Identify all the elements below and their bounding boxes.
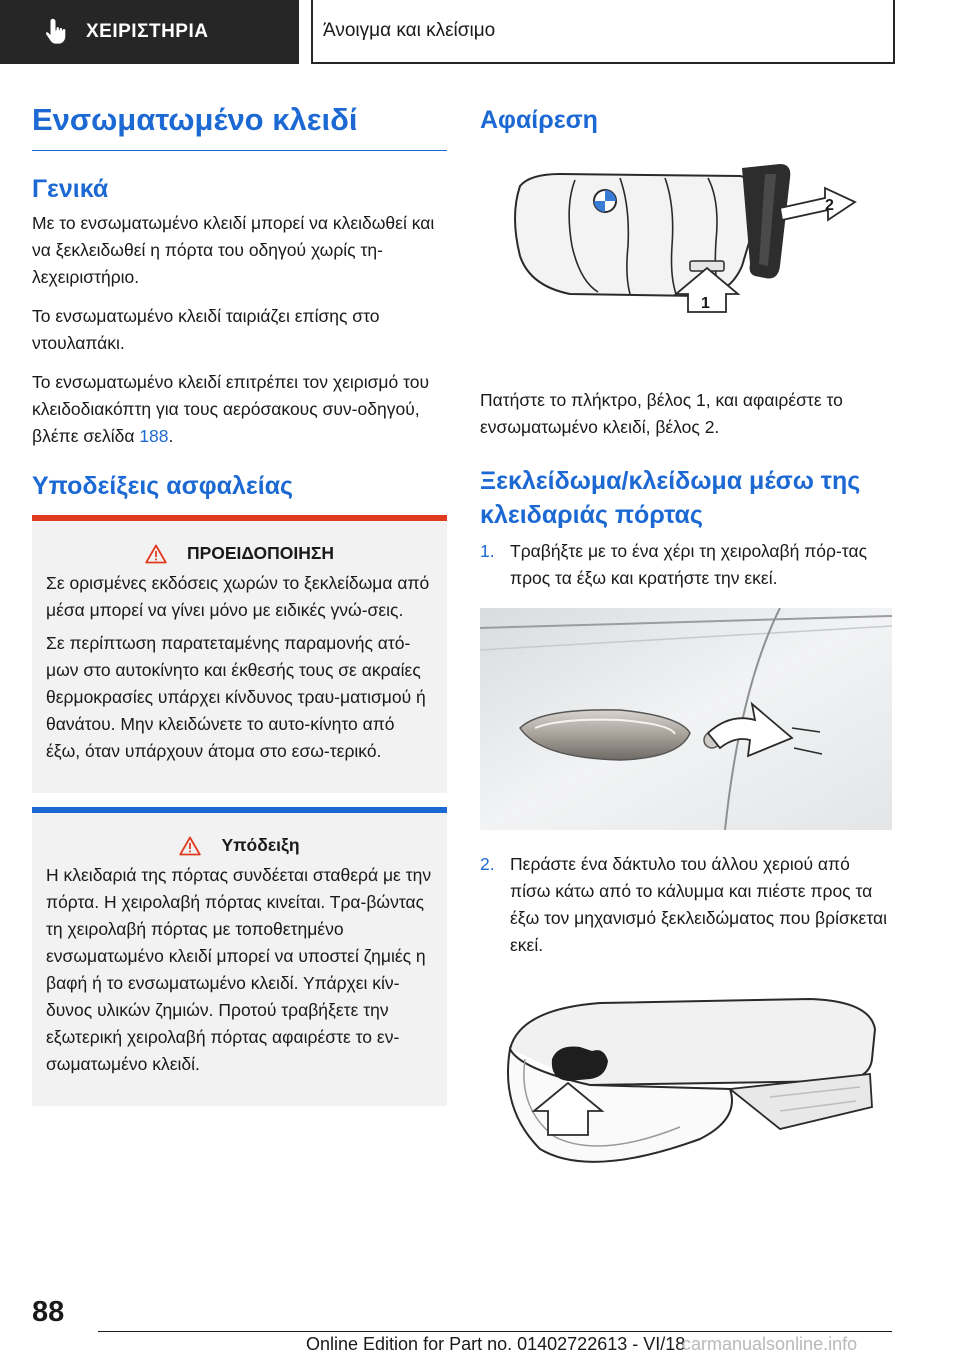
note-paragraph-1: Η κλειδαριά της πόρτας συνδέεται σταθερά με την πόρτα. Η χειρολαβή πόρτας κινείται. Τρα-βώντας τη χειρολαβή πόρτας με τοποθετημένο ενσωματωμένο κλειδί μπορεί να υποστεί ζημιές η βαφή ή το ενσωματωμένο κλειδί. Υπάρχει κίν-δυνος υλικών ζημιών. Προτού τραβήξετε την εξωτερική χειρολαβή πόρτας αφαιρέστε το εν-σωματωμένο κλειδί. [46, 865, 432, 1074]
arrow-2-label: 2 [825, 196, 834, 214]
left-column [32, 96, 447, 1106]
unlock-mechanism-figure [480, 989, 892, 1179]
warning-box [32, 515, 447, 793]
right-column [480, 96, 892, 1184]
warning-paragraph-2: Σε περίπτωση παρατεταμένης παραμονής ατό-μων στο αυτοκίνητο και έκθεσής τους σε ακραίες θερμοκρασίες υπάρχει κίνδυνος τραυ-ματισμού ή θανάτου. Μην κλειδώνετε το αυτο-κίνητο από έξω, όταν υπάρχουν άτομα στο εσω-τερικό. [46, 633, 426, 761]
warning-triangle-icon [145, 544, 167, 564]
general-paragraph-1: Με το ενσωματωμένο κλειδί μπορεί να κλειδωθεί και να ξεκλειδωθεί η πόρτα του οδηγού χωρίς τη-λεχειριστήριο. [32, 213, 435, 287]
removal-text: Πατήστε το πλήκτρο, βέλος 1, και αφαιρέστε το ενσωματωμένο κλειδί, βέλος 2. [480, 389, 843, 437]
section-header [311, 0, 895, 64]
page-title: Ενσωματωμένο κλειδί [32, 102, 447, 151]
removal-heading: Αφαίρεση [480, 106, 598, 134]
unlock-heading: Ξεκλείδωμα/κλείδωμα μέσω της κλειδαριάς πόρτας [480, 466, 861, 529]
edition-text: Online Edition for Part no. 01402722613 - VI/18 [306, 1334, 686, 1354]
step-item [480, 851, 892, 959]
general-paragraph-2: Το ενσωματωμένο κλειδί ταιριάζει επίσης στο ντουλαπάκι. [32, 306, 380, 353]
steps-list-1 [480, 538, 892, 592]
warning-title: ΠΡΟΕΙΔΟΠΟΙΗΣΗ [186, 543, 335, 563]
footer-divider [98, 1331, 892, 1332]
step-number: 2. [480, 854, 495, 875]
warning-header [46, 543, 433, 564]
steps-list-2 [480, 851, 892, 959]
step-number: 1. [480, 541, 495, 562]
step-text: Περάστε ένα δάκτυλο του άλλου χεριού από πίσω κάτω από το κάλυμμα και πιέστε προς τα έξω τον μηχανισμό ξεκλειδώματος που βρίσκεται εκεί. [510, 854, 887, 956]
hand-touch-icon [44, 17, 70, 47]
warning-paragraph-1: Σε ορισμένες εκδόσεις χωρών το ξεκλείδωμα από μέσα μπορεί να γίνει μόνο με ειδικές γνώ-σεις. [46, 573, 430, 620]
step-text: Τραβήξτε με το ένα χέρι τη χειρολαβή πόρ-τας προς τα έξω και κρατήστε την εκεί. [510, 541, 868, 589]
watermark-text: carmanualsonline.info [682, 1334, 858, 1354]
warning-triangle-icon [179, 836, 201, 856]
chapter-tab[interactable] [0, 0, 299, 64]
step-item [480, 538, 892, 592]
general-paragraph-3-text: Το ενσωματωμένο κλειδί επιτρέπει τον χειρισμό του κλειδοδιακόπτη για τους αερόσακους συν-οδηγού, βλέπε σελίδα [32, 372, 430, 446]
note-header [46, 835, 433, 856]
page-reference-link[interactable]: 188 [139, 426, 169, 446]
page-number: 88 [32, 1296, 65, 1328]
note-box [32, 807, 447, 1106]
general-heading: Γενικά [32, 175, 109, 203]
integrated-key-figure [480, 146, 892, 356]
release-lever-icon [552, 1047, 608, 1082]
door-handle-figure [480, 608, 892, 830]
chapter-title: ΧΕΙΡΙΣΤΗΡΙΑ [86, 21, 209, 42]
general-paragraph-3-end: . [168, 426, 174, 446]
section-title: Άνοιγμα και κλείσιμο [323, 20, 496, 41]
arrow-1-label: 1 [701, 294, 710, 312]
note-title: Υπόδειξη [221, 835, 300, 855]
general-paragraph-3 [32, 369, 447, 450]
safety-heading: Υποδείξεις ασφαλείας [32, 472, 294, 500]
